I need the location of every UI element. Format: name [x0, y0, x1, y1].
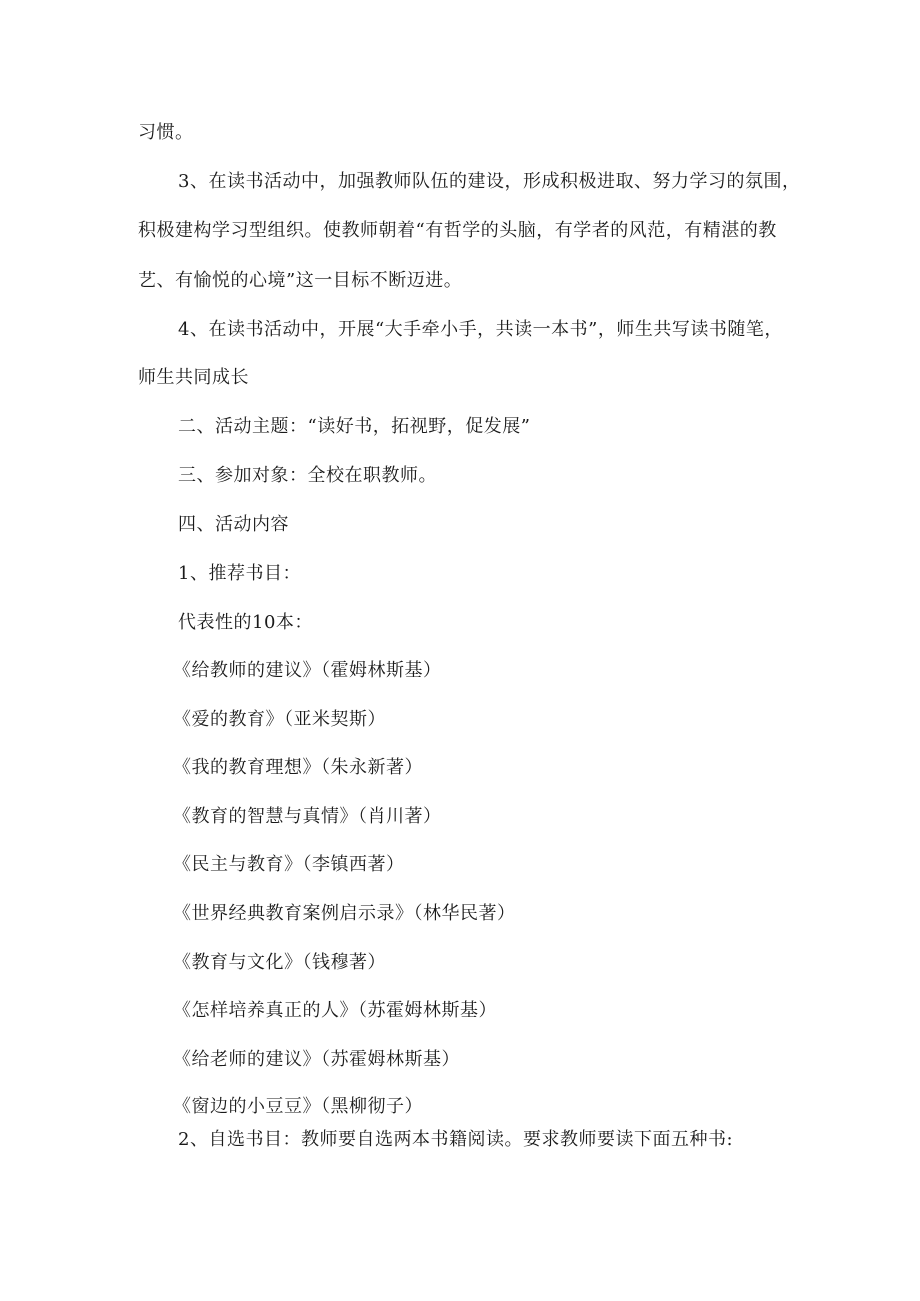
- paragraph-intro-tail: 习惯。: [138, 122, 194, 143]
- book-item: 《窗边的小豆豆》（黑柳彻子）: [173, 1096, 423, 1117]
- book-item: 《教育的智慧与真情》（肖川著）: [173, 806, 442, 827]
- sub-self-selected-books: 2、自选书目：教师要自选两本书籍阅读。要求教师要读下面五种书:: [178, 1129, 734, 1150]
- book-item: 《我的教育理想》（朱永新著）: [173, 757, 423, 778]
- section-participants: 三、参加对象：全校在职教师。: [178, 465, 437, 486]
- sub-recommended-books: 1、推荐书目：: [178, 563, 301, 584]
- book-item: 《民主与教育》（李镇西著）: [173, 854, 405, 875]
- item3-line3: 艺、有愉悦的心境”这一目标不断迈进。: [138, 270, 463, 291]
- book-item: 《怎样培养真正的人》（苏霍姆林斯基）: [173, 1000, 497, 1021]
- book-item: 《世界经典教育案例启示录》（林华民著）: [173, 903, 516, 924]
- item4-line1: 4、在读书活动中，开展“大手牵小手，共读一本书”，师生共写读书随笔，: [178, 319, 783, 340]
- representative-label: 代表性的10本：: [178, 612, 313, 633]
- book-item: 《给教师的建议》（霍姆林斯基）: [173, 660, 442, 681]
- item4-line2: 师生共同成长: [138, 367, 249, 388]
- item3-line1: 3、在读书活动中，加强教师队伍的建设，形成积极进取、努力学习的氛围，: [178, 171, 801, 192]
- section-content: 四、活动内容: [178, 514, 289, 535]
- book-item: 《教育与文化》（钱穆著）: [173, 952, 386, 973]
- item3-line2: 积极建构学习型组织。使教师朝着“有哲学的头脑，有学者的风范，有精湛的教: [138, 220, 777, 241]
- book-item: 《爱的教育》（亚米契斯）: [173, 709, 386, 730]
- section-theme: 二、活动主题：“读好书，拓视野，促发展”: [178, 416, 531, 437]
- book-item: 《给老师的建议》（苏霍姆林斯基）: [173, 1049, 460, 1070]
